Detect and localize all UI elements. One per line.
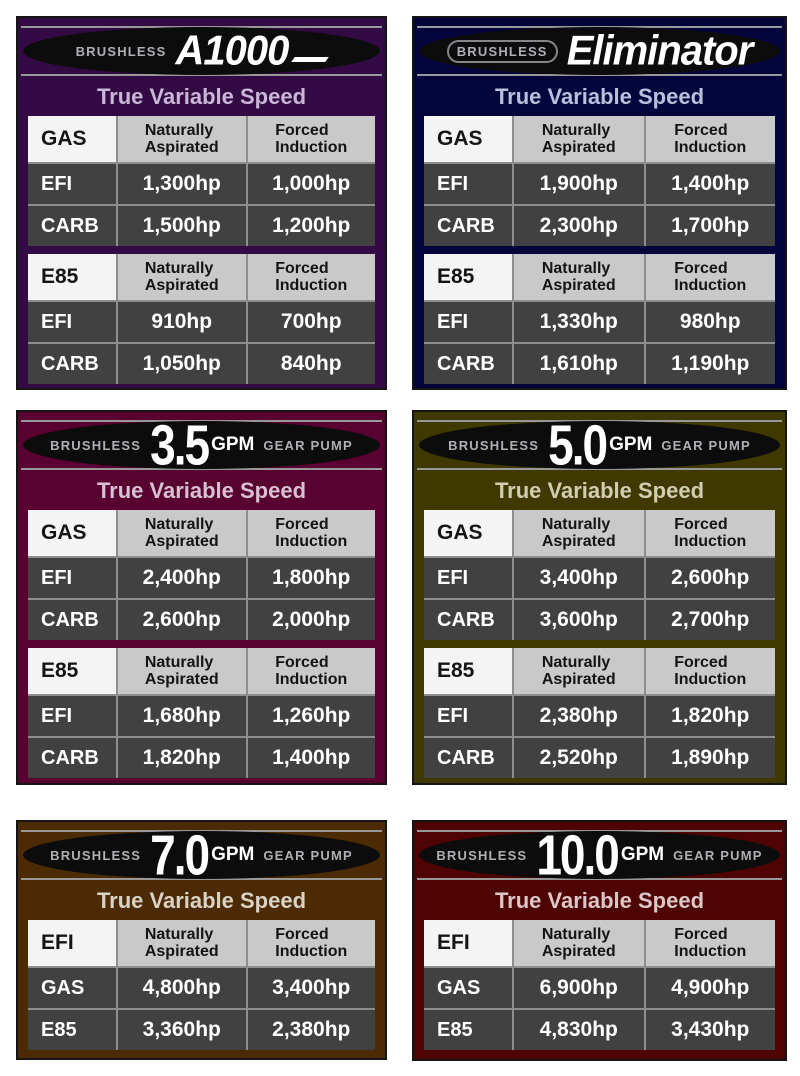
gear-pump-label: GEAR PUMP bbox=[673, 847, 763, 863]
pump-logo bbox=[18, 20, 385, 82]
true-variable-speed-label: True Variable Speed bbox=[494, 84, 705, 109]
row-label: CARB bbox=[424, 738, 512, 778]
hp-value: 1,890hp bbox=[646, 738, 776, 778]
logo-content bbox=[414, 27, 785, 75]
gear-pump-label: GEAR PUMP bbox=[661, 437, 751, 453]
hp-value: 2,300hp bbox=[514, 206, 644, 246]
col-header-forced-induction bbox=[646, 116, 776, 162]
gpm-label: GPM bbox=[211, 434, 255, 455]
col-header-forced-induction bbox=[646, 648, 776, 694]
hp-value: 3,400hp bbox=[514, 558, 644, 598]
true-variable-speed-label: True Variable Speed bbox=[96, 478, 307, 503]
logo-swoosh bbox=[292, 57, 330, 62]
col-header-text: Forced Induction bbox=[275, 926, 348, 960]
flow-rate: 5.0 bbox=[548, 413, 607, 477]
brand-name: Eliminator bbox=[566, 27, 753, 75]
hp-value: 2,600hp bbox=[118, 600, 246, 640]
brushless-label: BRUSHLESS bbox=[50, 437, 142, 453]
col-header-forced-induction bbox=[646, 510, 776, 556]
col-header-forced-induction bbox=[248, 116, 376, 162]
hp-value: 1,820hp bbox=[118, 738, 246, 778]
flow-rate: 10.0 bbox=[536, 823, 618, 887]
hp-value: 3,430hp bbox=[646, 1010, 776, 1050]
row-label: CARB bbox=[424, 206, 512, 246]
spec-table-e85 bbox=[424, 648, 775, 778]
col-header-forced-induction bbox=[248, 648, 376, 694]
hp-value: 1,800hp bbox=[248, 558, 376, 598]
col-header-text: Forced Induction bbox=[674, 516, 747, 550]
hp-value: 2,380hp bbox=[514, 696, 644, 736]
logo-content bbox=[18, 823, 385, 887]
true-variable-speed-label: True Variable Speed bbox=[494, 478, 705, 503]
gpm-label: GPM bbox=[620, 844, 665, 865]
gear-pump-label: GEAR PUMP bbox=[263, 847, 353, 863]
row-label: EFI bbox=[424, 696, 512, 736]
brushless-label: BRUSHLESS bbox=[447, 40, 558, 63]
logo-content bbox=[18, 27, 385, 75]
spec-table-gas bbox=[28, 510, 375, 640]
hp-value: 1,050hp bbox=[118, 344, 246, 384]
row-label: GAS bbox=[28, 968, 116, 1008]
pump-logo bbox=[414, 824, 785, 886]
row-label: CARB bbox=[28, 344, 116, 384]
col-header-naturally-aspirated bbox=[514, 254, 644, 300]
true-variable-speed-label: True Variable Speed bbox=[96, 84, 307, 109]
col-header-naturally-aspirated bbox=[514, 920, 644, 966]
row-label: EFI bbox=[28, 696, 116, 736]
logo-content bbox=[18, 413, 385, 477]
spec-table-gas bbox=[28, 116, 375, 246]
col-header-naturally-aspirated bbox=[514, 648, 644, 694]
fuel-type-cell: GAS bbox=[28, 510, 116, 556]
fuel-type-cell: GAS bbox=[424, 116, 512, 162]
hp-value: 980hp bbox=[646, 302, 776, 342]
hp-value: 1,820hp bbox=[646, 696, 776, 736]
row-label: EFI bbox=[424, 302, 512, 342]
hp-value: 3,360hp bbox=[118, 1010, 246, 1050]
col-header-text: Forced Induction bbox=[674, 926, 747, 960]
pump-logo bbox=[414, 414, 785, 476]
row-label: CARB bbox=[424, 600, 512, 640]
fuel-type-cell: E85 bbox=[28, 254, 116, 300]
hp-value: 1,900hp bbox=[514, 164, 644, 204]
hp-value: 1,190hp bbox=[646, 344, 776, 384]
row-label: EFI bbox=[28, 164, 116, 204]
col-header-text: Forced Induction bbox=[275, 260, 348, 294]
row-label: EFI bbox=[424, 164, 512, 204]
row-label: EFI bbox=[28, 302, 116, 342]
pump-card-3-5-gpm bbox=[16, 410, 387, 785]
hp-value: 3,600hp bbox=[514, 600, 644, 640]
col-header-text: Naturally Aspirated bbox=[144, 926, 219, 960]
pump-logo bbox=[414, 20, 785, 82]
hp-value: 2,700hp bbox=[646, 600, 776, 640]
col-header-text: Naturally Aspirated bbox=[541, 516, 616, 550]
flow-rate: 3.5 bbox=[150, 413, 209, 477]
brand-name: A1000 bbox=[175, 27, 289, 75]
logo-content bbox=[414, 413, 785, 477]
spec-table-e85 bbox=[28, 648, 375, 778]
pump-card-a1000 bbox=[16, 16, 387, 390]
col-header-text: Naturally Aspirated bbox=[144, 516, 219, 550]
fuel-type-cell: GAS bbox=[424, 510, 512, 556]
hp-value: 1,400hp bbox=[646, 164, 776, 204]
pump-card-10-0-gpm bbox=[412, 820, 787, 1061]
spec-table-gas bbox=[424, 116, 775, 246]
row-label: E85 bbox=[424, 1010, 512, 1050]
hp-value: 2,000hp bbox=[248, 600, 376, 640]
col-header-text: Naturally Aspirated bbox=[541, 926, 616, 960]
row-label: E85 bbox=[28, 1010, 116, 1050]
pump-card-7-0-gpm bbox=[16, 820, 387, 1060]
hp-value: 1,260hp bbox=[248, 696, 376, 736]
hp-value: 1,680hp bbox=[118, 696, 246, 736]
fuel-type-cell: GAS bbox=[28, 116, 116, 162]
col-header-text: Naturally Aspirated bbox=[144, 122, 219, 156]
spec-table-efi bbox=[28, 920, 375, 1050]
row-label: EFI bbox=[28, 558, 116, 598]
hp-value: 6,900hp bbox=[514, 968, 644, 1008]
fuel-type-cell: E85 bbox=[424, 254, 512, 300]
fuel-type-cell: EFI bbox=[424, 920, 512, 966]
gpm-label: GPM bbox=[609, 434, 653, 455]
flow-rate: 7.0 bbox=[150, 823, 209, 887]
hp-value: 1,000hp bbox=[248, 164, 376, 204]
hp-value: 1,610hp bbox=[514, 344, 644, 384]
gpm-label: GPM bbox=[211, 844, 255, 865]
col-header-naturally-aspirated bbox=[118, 116, 246, 162]
pump-card-5-0-gpm bbox=[412, 410, 787, 785]
brushless-label: BRUSHLESS bbox=[75, 43, 167, 59]
brushless-label: BRUSHLESS bbox=[50, 847, 142, 863]
col-header-text: Naturally Aspirated bbox=[541, 260, 616, 294]
hp-value: 4,830hp bbox=[514, 1010, 644, 1050]
col-header-forced-induction bbox=[646, 920, 776, 966]
fuel-type-cell: E85 bbox=[424, 648, 512, 694]
hp-value: 4,800hp bbox=[118, 968, 246, 1008]
row-label: GAS bbox=[424, 968, 512, 1008]
col-header-forced-induction bbox=[248, 920, 376, 966]
row-label: CARB bbox=[28, 600, 116, 640]
brushless-label: BRUSHLESS bbox=[448, 437, 540, 453]
hp-value: 1,200hp bbox=[248, 206, 376, 246]
col-header-text: Naturally Aspirated bbox=[541, 122, 616, 156]
hp-value: 1,300hp bbox=[118, 164, 246, 204]
spec-table-gas bbox=[424, 510, 775, 640]
spec-table-e85 bbox=[28, 254, 375, 384]
hp-value: 1,500hp bbox=[118, 206, 246, 246]
true-variable-speed-label: True Variable Speed bbox=[494, 888, 705, 913]
spec-table-efi bbox=[424, 920, 775, 1050]
col-header-forced-induction bbox=[248, 510, 376, 556]
col-header-text: Forced Induction bbox=[674, 122, 747, 156]
hp-value: 1,330hp bbox=[514, 302, 644, 342]
pump-card-eliminator bbox=[412, 16, 787, 390]
hp-value: 1,400hp bbox=[248, 738, 376, 778]
hp-value: 4,900hp bbox=[646, 968, 776, 1008]
hp-value: 840hp bbox=[248, 344, 376, 384]
col-header-naturally-aspirated bbox=[514, 510, 644, 556]
row-label: EFI bbox=[424, 558, 512, 598]
spec-table-e85 bbox=[424, 254, 775, 384]
brushless-label: BRUSHLESS bbox=[436, 847, 528, 863]
col-header-naturally-aspirated bbox=[118, 254, 246, 300]
fuel-type-cell: EFI bbox=[28, 920, 116, 966]
col-header-text: Forced Induction bbox=[275, 654, 348, 688]
col-header-naturally-aspirated bbox=[514, 116, 644, 162]
pump-logo bbox=[18, 824, 385, 886]
col-header-naturally-aspirated bbox=[118, 920, 246, 966]
col-header-text: Forced Induction bbox=[275, 516, 348, 550]
hp-value: 910hp bbox=[118, 302, 246, 342]
gear-pump-label: GEAR PUMP bbox=[263, 437, 353, 453]
hp-value: 3,400hp bbox=[248, 968, 376, 1008]
col-header-text: Forced Induction bbox=[674, 654, 747, 688]
col-header-text: Forced Induction bbox=[674, 260, 747, 294]
col-header-text: Naturally Aspirated bbox=[144, 654, 219, 688]
col-header-text: Naturally Aspirated bbox=[144, 260, 219, 294]
col-header-forced-induction bbox=[248, 254, 376, 300]
col-header-naturally-aspirated bbox=[118, 510, 246, 556]
fuel-type-cell: E85 bbox=[28, 648, 116, 694]
hp-value: 2,380hp bbox=[248, 1010, 376, 1050]
hp-value: 2,520hp bbox=[514, 738, 644, 778]
col-header-text: Naturally Aspirated bbox=[541, 654, 616, 688]
row-label: CARB bbox=[28, 206, 116, 246]
hp-value: 2,400hp bbox=[118, 558, 246, 598]
row-label: CARB bbox=[28, 738, 116, 778]
col-header-forced-induction bbox=[646, 254, 776, 300]
row-label: CARB bbox=[424, 344, 512, 384]
hp-value: 1,700hp bbox=[646, 206, 776, 246]
true-variable-speed-label: True Variable Speed bbox=[96, 888, 307, 913]
hp-value: 700hp bbox=[248, 302, 376, 342]
col-header-naturally-aspirated bbox=[118, 648, 246, 694]
logo-content bbox=[414, 823, 785, 887]
pump-logo bbox=[18, 414, 385, 476]
hp-value: 2,600hp bbox=[646, 558, 776, 598]
col-header-text: Forced Induction bbox=[275, 122, 348, 156]
